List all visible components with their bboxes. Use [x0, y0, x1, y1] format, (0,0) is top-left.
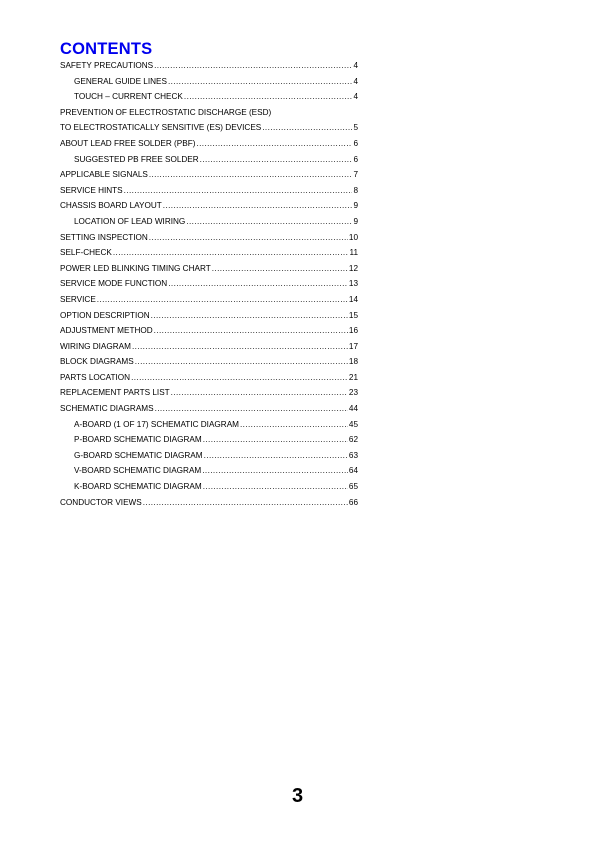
toc-entry-label: SETTING INSPECTION	[60, 232, 148, 242]
toc-entry-page: 8	[353, 185, 358, 195]
toc-entry-page: 4	[353, 76, 358, 86]
toc-entry-label: PREVENTION OF ELECTROSTATIC DISCHARGE (ESD)	[60, 107, 272, 117]
toc-entry-page: 4	[353, 92, 358, 102]
toc-entry-page: 14	[348, 294, 358, 304]
toc-entry-page: 17	[348, 341, 358, 351]
toc-dot-leader	[143, 495, 348, 511]
toc-entry-label: OPTION DESCRIPTION	[60, 310, 150, 320]
toc-entry[interactable]	[60, 401, 358, 417]
toc-entry-label: APPLICABLE SIGNALS	[60, 170, 148, 180]
toc-entry-label: TO ELECTROSTATICALLY SENSITIVE (ES) DEVICES	[60, 123, 262, 133]
toc-entry-page: 23	[348, 388, 358, 398]
toc-entry-label: WIRING DIAGRAM	[60, 341, 131, 351]
toc-entry-page: 45	[348, 419, 358, 429]
page-number: 3	[291, 785, 304, 807]
toc-entry-label: SCHEMATIC DIAGRAMS	[60, 404, 154, 414]
toc-dot-leader	[203, 479, 348, 495]
toc-entry-page: 6	[353, 154, 358, 164]
toc-dot-leader	[154, 58, 352, 74]
toc-entry-page: 18	[348, 357, 358, 367]
toc-entry-page: 13	[348, 279, 358, 289]
toc-dot-leader	[196, 136, 352, 152]
toc-entry-label: REPLACEMENT PARTS LIST	[60, 388, 170, 398]
toc-entry[interactable]	[60, 448, 358, 464]
toc-entry-label: CHASSIS BOARD LAYOUT	[60, 201, 162, 211]
toc-entry[interactable]	[60, 58, 358, 74]
toc-dot-leader	[97, 292, 348, 308]
toc-dot-leader	[124, 183, 353, 199]
toc-entry-label: K-BOARD SCHEMATIC DIAGRAM	[74, 482, 202, 492]
toc-entry-label: SAFETY PRECAUTIONS	[60, 61, 154, 70]
toc-entry[interactable]	[60, 323, 358, 339]
toc-dot-leader	[184, 89, 353, 105]
toc-entry-page: 4	[353, 61, 358, 70]
toc-entry-label: SERVICE MODE FUNCTION	[60, 279, 168, 289]
toc-entry[interactable]	[60, 354, 358, 370]
toc-entry[interactable]	[60, 339, 358, 355]
toc-dot-leader	[200, 152, 353, 168]
toc-entry[interactable]	[60, 417, 358, 433]
toc-entry-page: 15	[348, 310, 358, 320]
toc-entry[interactable]	[60, 495, 358, 511]
toc-entry[interactable]	[60, 370, 358, 386]
toc-entry[interactable]	[60, 198, 358, 214]
toc-entry-label: SERVICE HINTS	[60, 185, 123, 195]
toc-entry-label: CONDUCTOR VIEWS	[60, 497, 142, 507]
toc-entry-label: SUGGESTED PB FREE SOLDER	[74, 154, 199, 164]
toc-entry-label: TOUCH – CURRENT CHECK	[74, 92, 183, 102]
toc-entry-label: ADJUSTMENT METHOD	[60, 326, 153, 336]
toc-dot-leader	[132, 339, 348, 355]
toc-entry-label: P-BOARD SCHEMATIC DIAGRAM	[74, 435, 202, 445]
toc-entry-label: A-BOARD (1 OF 17) SCHEMATIC DIAGRAM	[74, 419, 239, 429]
toc-entry[interactable]	[60, 120, 358, 136]
toc-entry-label: LOCATION OF LEAD WIRING	[74, 216, 186, 226]
toc-entry[interactable]	[60, 479, 358, 495]
toc-dot-leader	[149, 167, 353, 183]
toc-dot-leader	[168, 74, 352, 90]
toc-entry-page: 66	[348, 497, 358, 507]
toc-entry[interactable]	[60, 308, 358, 324]
page-title: CONTENTS	[60, 40, 153, 58]
toc-dot-leader	[168, 276, 348, 292]
toc-dot-leader	[262, 120, 352, 136]
toc-entry-page: 11	[349, 248, 358, 258]
toc-entry-page: 21	[348, 372, 358, 382]
toc-entry-page: 65	[348, 482, 358, 492]
toc-dot-leader	[203, 432, 348, 448]
toc-entry[interactable]	[60, 385, 358, 401]
toc-entry-page: 5	[353, 123, 358, 133]
toc-entry[interactable]	[60, 74, 358, 90]
toc-dot-leader	[240, 417, 348, 433]
toc-entry[interactable]	[60, 463, 358, 479]
toc-entry-page: 16	[348, 326, 358, 336]
toc-entry-page: 10	[348, 232, 358, 242]
toc-entry-page: 6	[353, 138, 358, 148]
toc-dot-leader	[202, 463, 348, 479]
toc-entry-label: POWER LED BLINKING TIMING CHART	[60, 263, 211, 273]
toc-dot-leader	[113, 245, 349, 261]
toc-dot-leader	[131, 370, 348, 386]
toc-dot-leader	[212, 261, 348, 277]
toc-dot-leader	[163, 198, 353, 214]
toc-entry-label: BLOCK DIAGRAMS	[60, 357, 134, 367]
toc-entry-page: 64	[348, 466, 358, 476]
toc-entry-label: SERVICE	[60, 294, 96, 304]
toc-dot-leader	[135, 354, 348, 370]
toc-entry-page: 12	[348, 263, 358, 273]
toc-dot-leader	[149, 230, 348, 246]
table-of-contents	[60, 58, 358, 510]
toc-entry-page: 7	[353, 170, 358, 180]
toc-dot-leader	[151, 308, 348, 324]
toc-entry[interactable]	[60, 245, 358, 261]
toc-entry-label: GENERAL GUIDE LINES	[74, 76, 167, 86]
toc-entry[interactable]	[60, 276, 358, 292]
toc-entry[interactable]	[60, 432, 358, 448]
toc-entry[interactable]	[60, 230, 358, 246]
toc-entry[interactable]	[60, 105, 358, 121]
toc-entry-label: PARTS LOCATION	[60, 372, 131, 382]
toc-entry-label: SELF-CHECK	[60, 248, 112, 258]
toc-entry[interactable]	[60, 183, 358, 199]
toc-entry[interactable]	[60, 136, 358, 152]
toc-entry[interactable]	[60, 214, 358, 230]
toc-entry-label: V-BOARD SCHEMATIC DIAGRAM	[74, 466, 202, 476]
toc-entry-label: G-BOARD SCHEMATIC DIAGRAM	[74, 450, 203, 460]
toc-entry-label: ABOUT LEAD FREE SOLDER (PBF)	[60, 138, 196, 148]
toc-entry-page: 9	[353, 216, 358, 226]
toc-dot-leader	[186, 214, 352, 230]
toc-entry-page: 9	[353, 201, 358, 211]
toc-entry-page: 63	[348, 450, 358, 460]
toc-dot-leader	[154, 323, 348, 339]
toc-entry[interactable]	[60, 261, 358, 277]
toc-entry[interactable]	[60, 89, 358, 105]
toc-dot-leader	[204, 448, 348, 464]
toc-entry-page: 62	[348, 435, 358, 445]
toc-entry[interactable]	[60, 167, 358, 183]
toc-entry[interactable]	[60, 292, 358, 308]
toc-dot-leader	[155, 401, 348, 417]
toc-entry[interactable]	[60, 152, 358, 168]
toc-entry-page: 44	[348, 404, 358, 414]
toc-dot-leader	[171, 385, 348, 401]
